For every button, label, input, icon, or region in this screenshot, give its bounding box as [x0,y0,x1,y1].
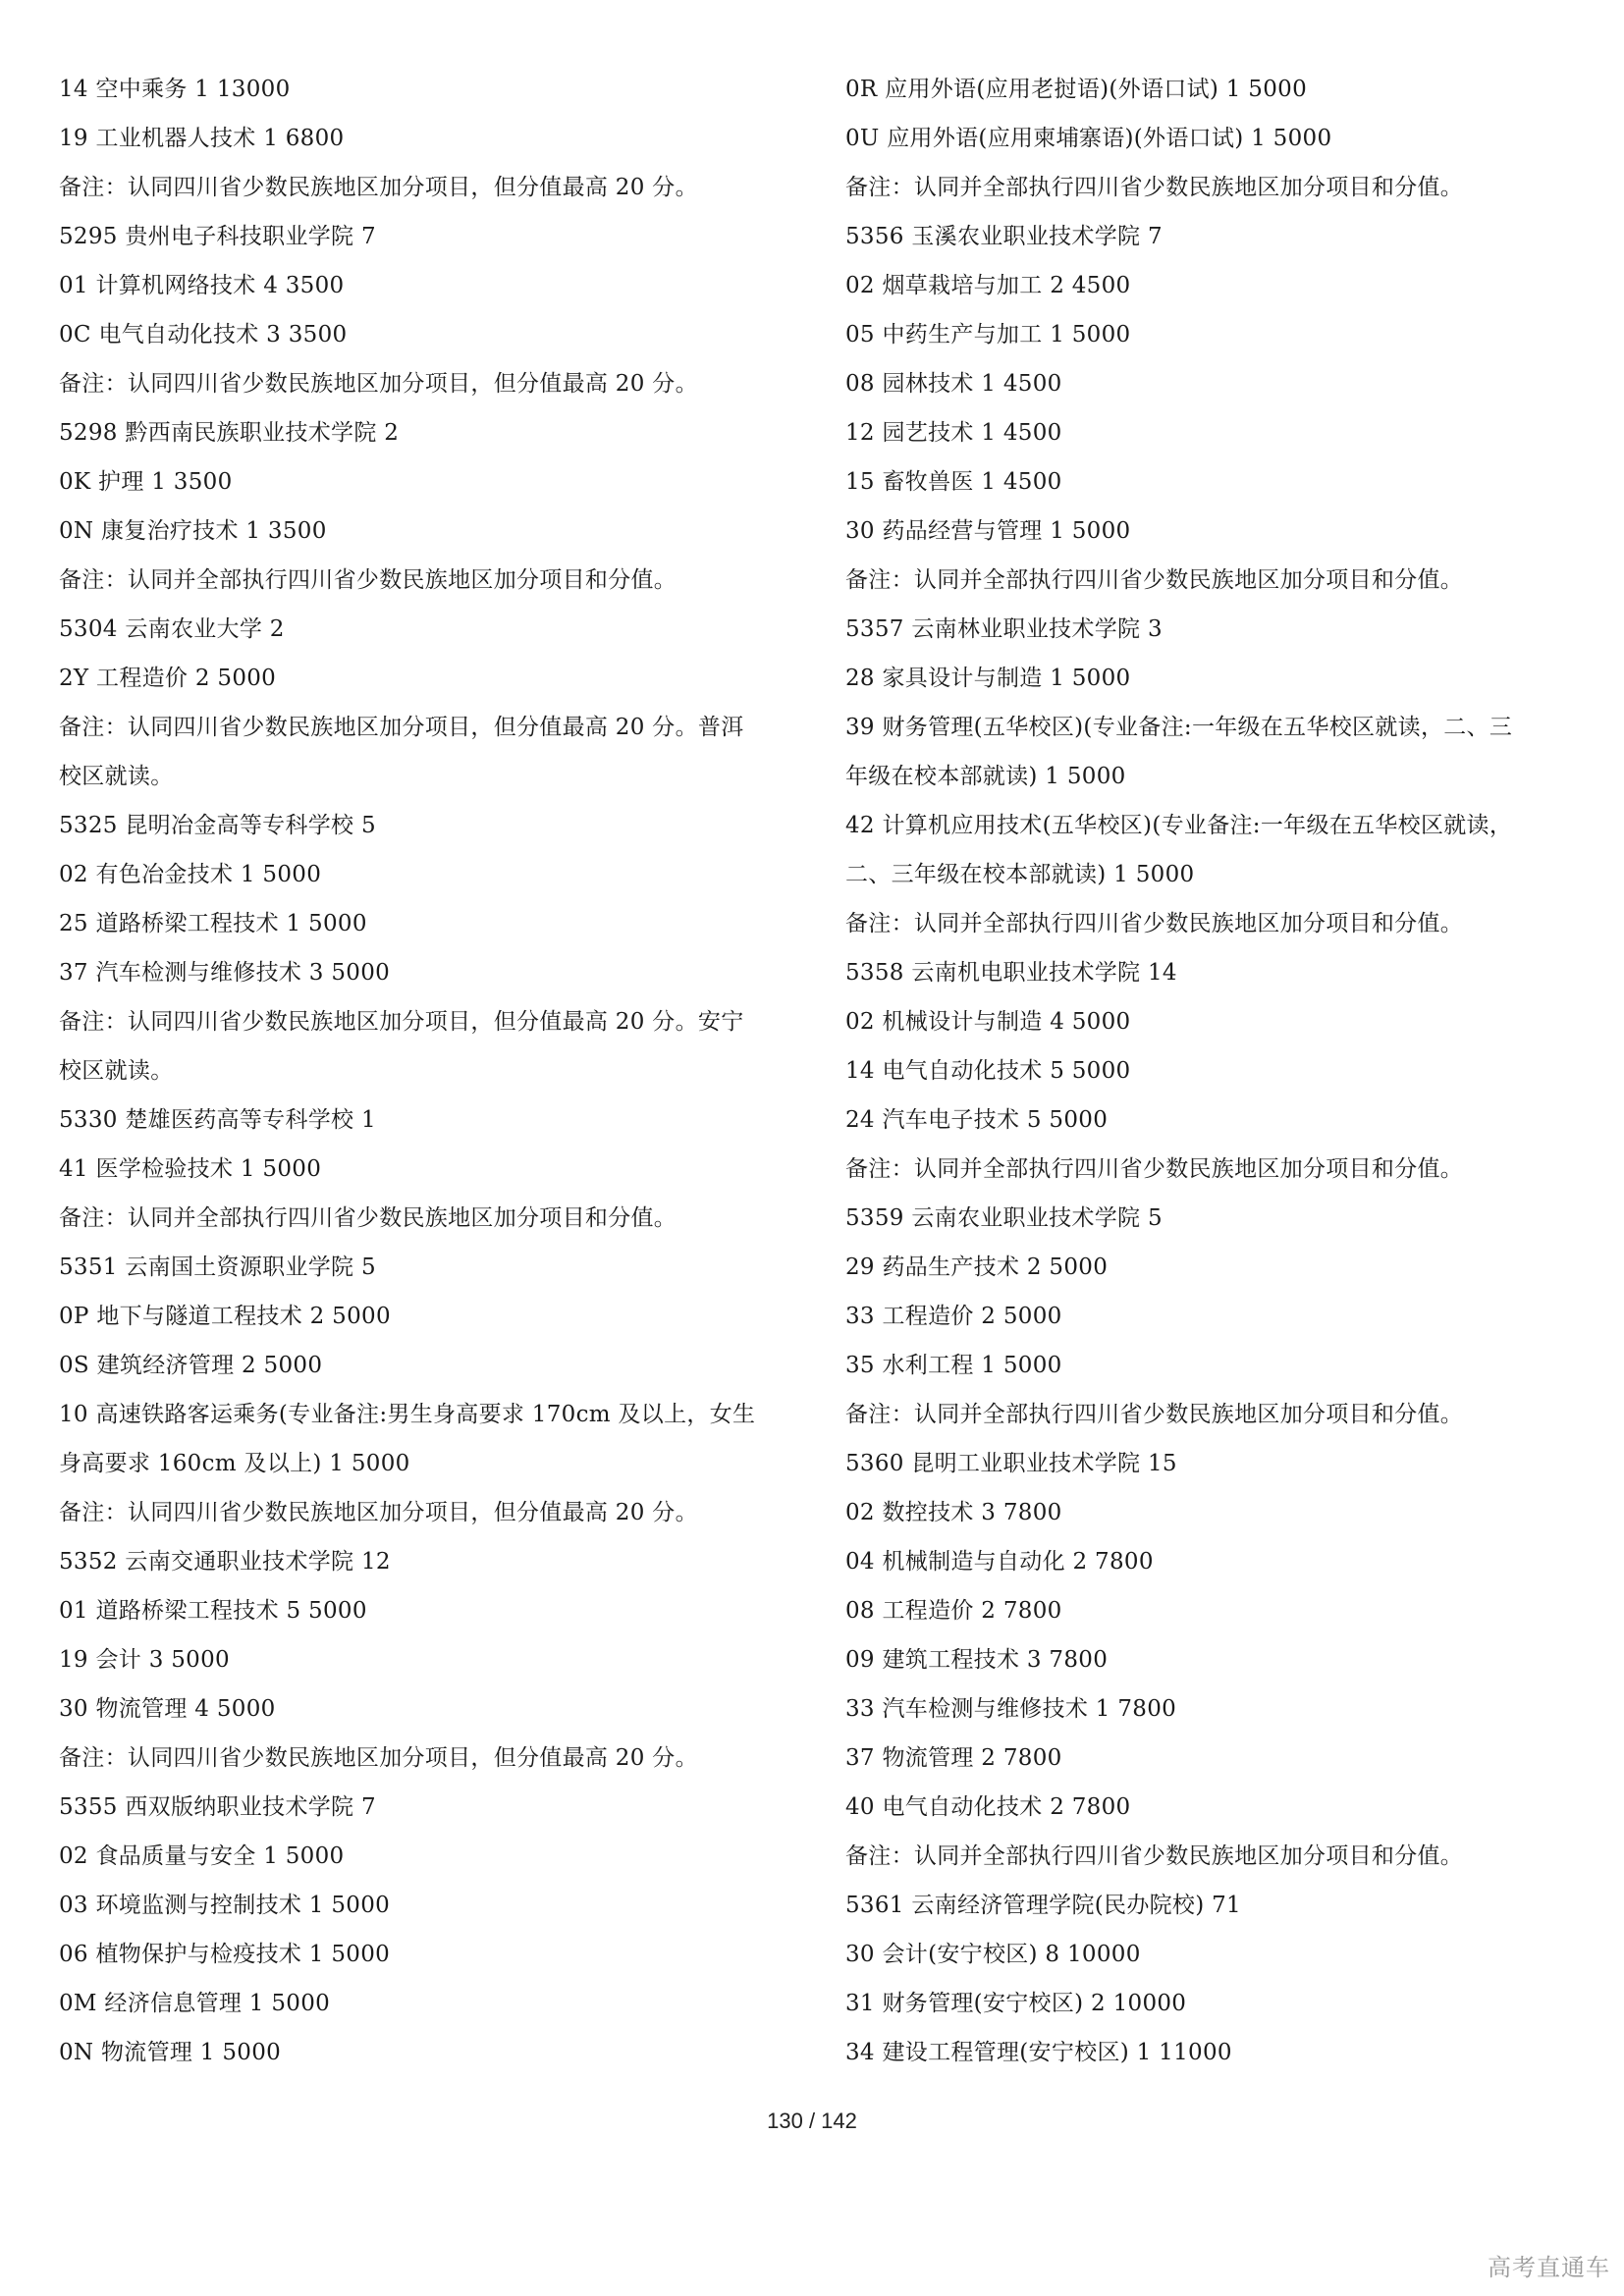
document-line: 0S 建筑经济管理 2 5000 [59,1353,323,1378]
document-line: 0R 应用外语(应用老挝语)(外语口试) 1 5000 [845,77,1308,102]
document-line: 备注：认同四川省少数民族地区加分项目，但分值最高 20 分。 [59,1745,698,1771]
document-line: 14 电气自动化技术 5 5000 [845,1058,1131,1084]
document-line: 5360 昆明工业职业技术学院 15 [845,1451,1177,1476]
document-line: 42 计算机应用技术(五华校区)(专业备注:一年级在五华校区就读， [845,813,1513,838]
document-line: 28 家具设计与制造 1 5000 [845,666,1131,691]
document-line: 5325 昆明冶金高等专科学校 5 [59,813,376,838]
document-line: 0N 物流管理 1 5000 [59,2040,282,2065]
document-line: 备注：认同四川省少数民族地区加分项目，但分值最高 20 分。 [59,371,698,397]
document-line: 5357 云南林业职业技术学院 3 [845,616,1163,642]
document-line: 15 畜牧兽医 1 4500 [845,469,1062,495]
document-line: 备注：认同并全部执行四川省少数民族地区加分项目和分值。 [59,567,677,593]
document-line: 校区就读。 [59,1058,174,1084]
document-line: 31 财务管理(安宁校区) 2 10000 [845,1991,1187,2016]
document-line: 备注：认同并全部执行四川省少数民族地区加分项目和分值。 [845,911,1464,936]
document-line: 35 水利工程 1 5000 [845,1353,1062,1378]
document-line: 12 园艺技术 1 4500 [845,420,1062,446]
document-line: 年级在校本部就读) 1 5000 [845,764,1126,789]
document-line: 19 工业机器人技术 1 6800 [59,126,345,151]
document-line: 03 环境监测与控制技术 1 5000 [59,1893,391,1918]
document-line: 5355 西双版纳职业技术学院 7 [59,1794,376,1820]
document-line: 身高要求 160cm 及以上) 1 5000 [59,1451,410,1476]
document-line: 05 中药生产与加工 1 5000 [845,322,1131,347]
document-line: 02 有色冶金技术 1 5000 [59,862,322,887]
page-number: 130 / 142 [767,2109,857,2133]
document-line: 5356 玉溪农业职业技术学院 7 [845,224,1163,249]
document-line: 30 药品经营与管理 1 5000 [845,518,1131,544]
document-line: 0K 护理 1 3500 [59,469,233,495]
document-line: 5295 贵州电子科技职业学院 7 [59,224,376,249]
document-line: 5352 云南交通职业技术学院 12 [59,1549,391,1575]
document-line: 02 烟草栽培与加工 2 4500 [845,273,1131,298]
document-line: 30 会计(安宁校区) 8 10000 [845,1942,1141,1967]
document-line: 40 电气自动化技术 2 7800 [845,1794,1131,1820]
document-line: 37 物流管理 2 7800 [845,1745,1062,1771]
document-line: 备注：认同四川省少数民族地区加分项目，但分值最高 20 分。 [59,1500,698,1525]
document-line: 25 道路桥梁工程技术 1 5000 [59,911,367,936]
document-line: 5359 云南农业职业技术学院 5 [845,1205,1163,1231]
document-line: 备注：认同四川省少数民族地区加分项目，但分值最高 20 分。安宁 [59,1009,744,1035]
document-line: 29 药品生产技术 2 5000 [845,1255,1109,1280]
right-column [845,65,1592,2077]
document-line: 0C 电气自动化技术 3 3500 [59,322,348,347]
document-line: 37 汽车检测与维修技术 3 5000 [59,960,391,986]
document-line: 24 汽车电子技术 5 5000 [845,1107,1109,1133]
document-line: 08 园林技术 1 4500 [845,371,1062,397]
document-line: 01 计算机网络技术 4 3500 [59,273,345,298]
document-line: 39 财务管理(五华校区)(专业备注:一年级在五华校区就读，二、三 [845,715,1513,740]
document-line: 备注：认同并全部执行四川省少数民族地区加分项目和分值。 [845,1843,1464,1869]
document-line: 19 会计 3 5000 [59,1647,230,1673]
document-line: 校区就读。 [59,764,174,789]
document-line: 5358 云南机电职业技术学院 14 [845,960,1177,986]
document-line: 备注：认同四川省少数民族地区加分项目，但分值最高 20 分。普洱 [59,715,744,740]
document-line: 0N 康复治疗技术 1 3500 [59,518,327,544]
document-line: 08 工程造价 2 7800 [845,1598,1062,1624]
document-line: 5304 云南农业大学 2 [59,616,285,642]
document-line: 02 机械设计与制造 4 5000 [845,1009,1131,1035]
document-line: 41 医学检验技术 1 5000 [59,1156,322,1182]
watermark: 高考直通车 [1488,2254,1610,2281]
document-line: 5330 楚雄医药高等专科学校 1 [59,1107,376,1133]
document-line: 备注：认同并全部执行四川省少数民族地区加分项目和分值。 [845,175,1464,200]
document-line: 5351 云南国土资源职业学院 5 [59,1255,376,1280]
document-line: 04 机械制造与自动化 2 7800 [845,1549,1154,1575]
document-line: 0P 地下与隧道工程技术 2 5000 [59,1304,391,1329]
document-line: 备注：认同并全部执行四川省少数民族地区加分项目和分值。 [845,1156,1464,1182]
document-line: 33 汽车检测与维修技术 1 7800 [845,1696,1177,1722]
document-line: 09 建筑工程技术 3 7800 [845,1647,1109,1673]
document-line: 30 物流管理 4 5000 [59,1696,276,1722]
document-line: 二、三年级在校本部就读) 1 5000 [845,862,1195,887]
document-line: 5361 云南经济管理学院(民办院校) 71 [845,1893,1241,1918]
document-line: 0U 应用外语(应用柬埔寨语)(外语口试) 1 5000 [845,126,1332,151]
document-line: 备注：认同四川省少数民族地区加分项目，但分值最高 20 分。 [59,175,698,200]
document-line: 14 空中乘务 1 13000 [59,77,291,102]
document-line: 备注：认同并全部执行四川省少数民族地区加分项目和分值。 [59,1205,677,1231]
document-line: 33 工程造价 2 5000 [845,1304,1062,1329]
document-line: 10 高速铁路客运乘务(专业备注:男生身高要求 170cm 及以上，女生 [59,1402,756,1427]
document-line: 备注：认同并全部执行四川省少数民族地区加分项目和分值。 [845,1402,1464,1427]
document-line: 备注：认同并全部执行四川省少数民族地区加分项目和分值。 [845,567,1464,593]
document-line: 01 道路桥梁工程技术 5 5000 [59,1598,367,1624]
left-column [59,65,805,2077]
document-line: 2Y 工程造价 2 5000 [59,666,277,691]
document-line: 5298 黔西南民族职业技术学院 2 [59,420,400,446]
document-line: 06 植物保护与检疫技术 1 5000 [59,1942,391,1967]
document-line: 02 数控技术 3 7800 [845,1500,1062,1525]
document-line: 34 建设工程管理(安宁校区) 1 11000 [845,2040,1232,2065]
document-line: 0M 经济信息管理 1 5000 [59,1991,331,2016]
document-line: 02 食品质量与安全 1 5000 [59,1843,345,1869]
